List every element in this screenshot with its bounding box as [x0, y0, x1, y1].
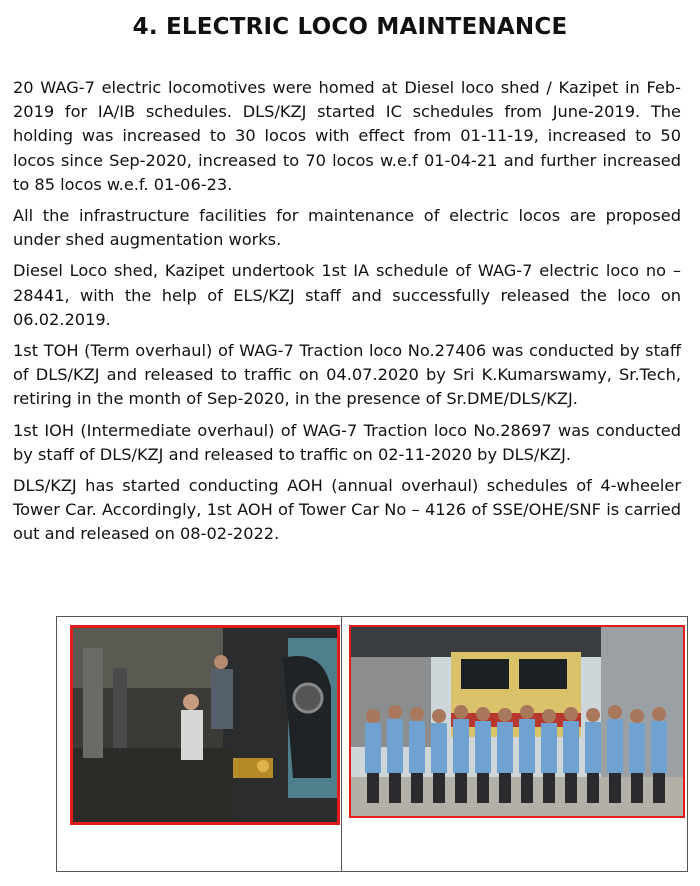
document-body — [13, 76, 681, 554]
paragraph-infrastructure: All the infrastructure facilities for maintenance of electric locos are proposed under shed augmentation works. — [13, 206, 681, 250]
page-title: 4. ELECTRIC LOCO MAINTENANCE — [132, 14, 568, 40]
paragraph-homing: 20 WAG-7 electric locomotives were homed at Diesel loco shed / Kazipet in Feb-2019 for IA/IB schedules. DLS/KZJ started IC schedules from June-2019. The holding was increased to 30 locos with effect from 01-11-19, increased to 50 locos since Sep-2020, increased to 70 locos w.e.f 01-04-21 and further increased to 85 locos w.e.f. 01-06-23. — [13, 78, 681, 194]
loco-ceremony-photo — [70, 625, 340, 825]
staff-group-photo — [349, 625, 685, 818]
photo-cell-right — [342, 617, 687, 871]
paragraph-first-ioh: 1st IOH (Intermediate overhaul) of WAG-7 Traction loco No.28697 was conducted by staff of DLS/KZJ and released to traffic on 02-11-2020 by DLS/KZJ. — [13, 420, 681, 464]
photo-cell-left — [57, 617, 342, 871]
photo-table — [56, 616, 688, 872]
paragraph-first-ia: Diesel Loco shed, Kazipet undertook 1st IA schedule of WAG-7 electric loco no – 28441, with the help of ELS/KZJ staff and successfully released the loco on 06.02.2019. — [13, 261, 681, 329]
paragraph-first-toh: 1st TOH (Term overhaul) of WAG-7 Traction loco No.27406 was conducted by staff of DLS/KZJ and released to traffic on 04.07.2020 by Sri K.Kumarswamy, Sr.Tech, retiring in the month of Sep-2020, in the presence of Sr.DME/DLS/KZJ. — [13, 341, 681, 409]
paragraph-tower-car-aoh: DLS/KZJ has started conducting AOH (annual overhaul) schedules of 4-wheeler Tower Car. Accordingly, 1st AOH of Tower Car No – 4126 of SSE/OHE/SNF is carried out and released on 08-02-2022. — [13, 476, 681, 544]
